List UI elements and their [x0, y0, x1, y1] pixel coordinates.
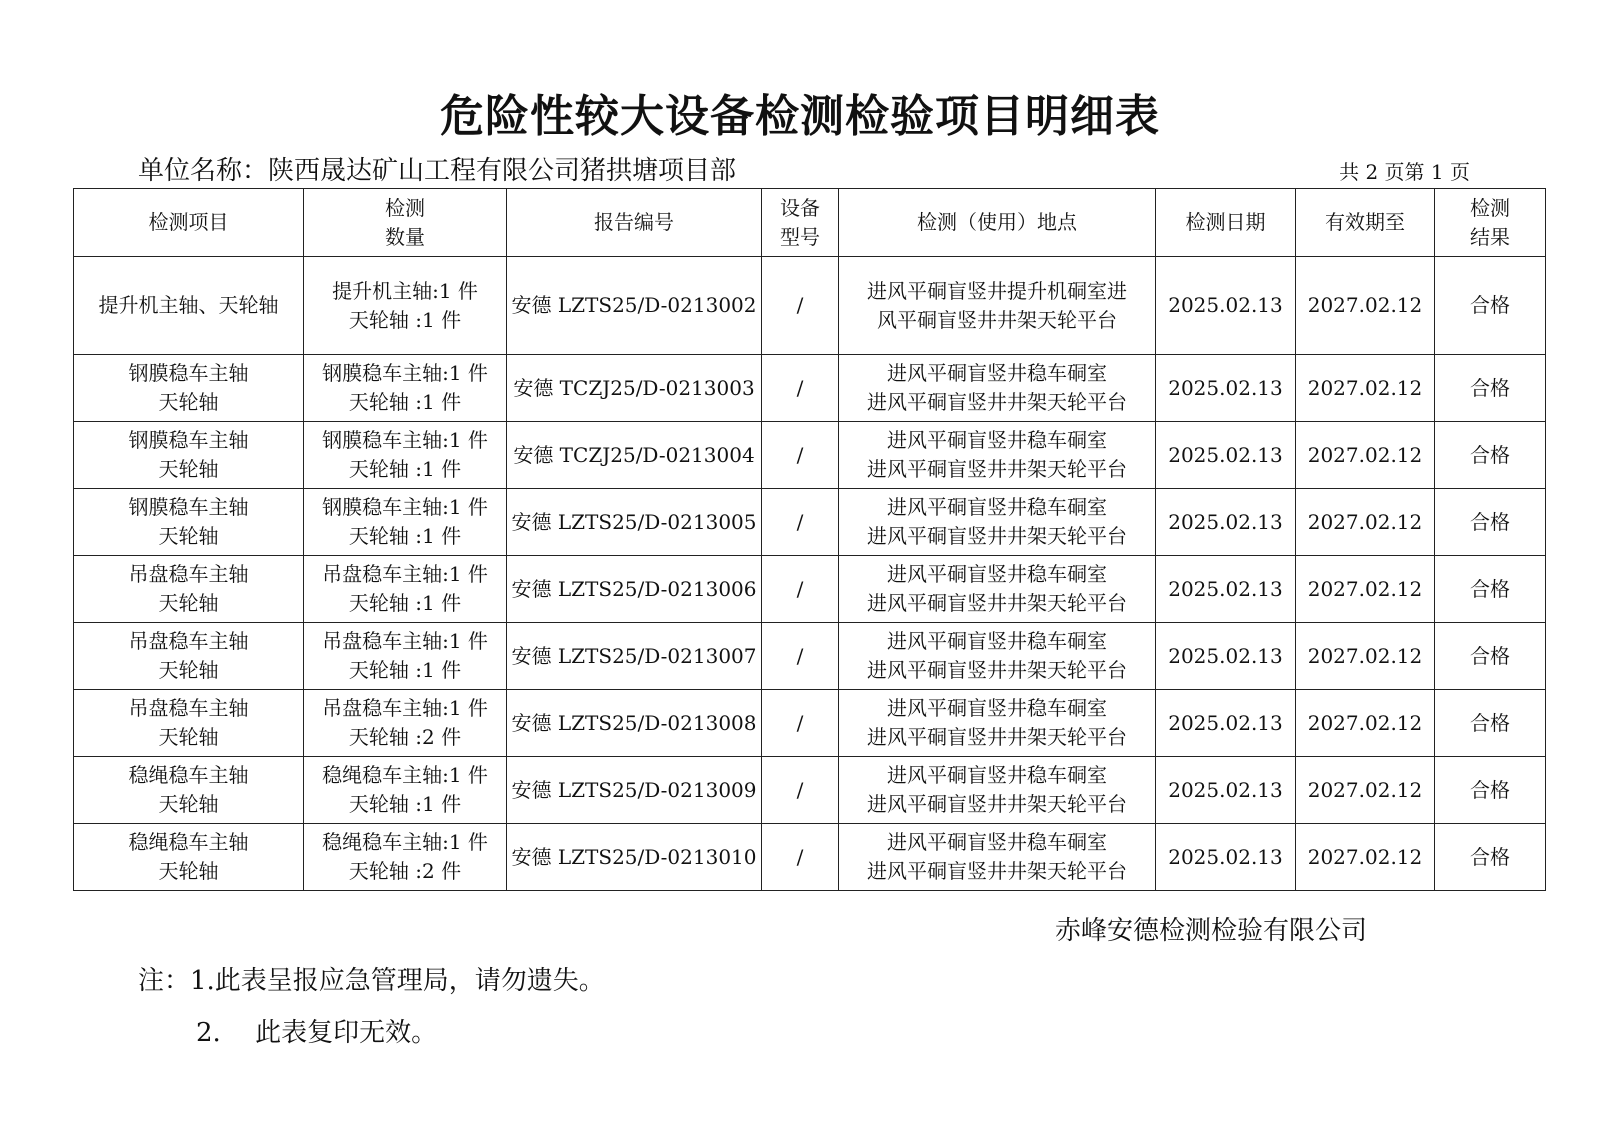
cell-quantity: 吊盘稳车主轴:1 件 天轮轴 :1 件: [304, 623, 507, 690]
cell-valid-until: 2027.02.12: [1296, 824, 1435, 891]
cell-item: 稳绳稳车主轴 天轮轴: [74, 757, 304, 824]
cell-model: /: [762, 422, 839, 489]
cell-result: 合格: [1435, 623, 1546, 690]
cell-item: 吊盘稳车主轴 天轮轴: [74, 623, 304, 690]
header-result: 检测 结果: [1435, 189, 1546, 257]
cell-model: /: [762, 355, 839, 422]
cell-date: 2025.02.13: [1156, 690, 1296, 757]
cell-result: 合格: [1435, 257, 1546, 355]
cell-model: /: [762, 690, 839, 757]
cell-result: 合格: [1435, 422, 1546, 489]
cell-quantity: 钢膜稳车主轴:1 件 天轮轴 :1 件: [304, 355, 507, 422]
note-2: 2. 此表复印无效。: [196, 1018, 438, 1048]
cell-date: 2025.02.13: [1156, 422, 1296, 489]
cell-report-number: 安德 LZTS25/D-0213006: [507, 556, 762, 623]
cell-location: 进风平硐盲竖井稳车硐室 进风平硐盲竖井井架天轮平台: [839, 824, 1156, 891]
cell-location: 进风平硐盲竖井稳车硐室 进风平硐盲竖井井架天轮平台: [839, 489, 1156, 556]
cell-quantity: 吊盘稳车主轴:1 件 天轮轴 :2 件: [304, 690, 507, 757]
cell-date: 2025.02.13: [1156, 556, 1296, 623]
cell-item: 钢膜稳车主轴 天轮轴: [74, 422, 304, 489]
cell-model: /: [762, 556, 839, 623]
cell-item: 提升机主轴、天轮轴: [74, 257, 304, 355]
cell-result: 合格: [1435, 355, 1546, 422]
company-name: 赤峰安德检测检验有限公司: [1055, 916, 1368, 946]
cell-result: 合格: [1435, 824, 1546, 891]
cell-quantity: 稳绳稳车主轴:1 件 天轮轴 :1 件: [304, 757, 507, 824]
header-row: [74, 189, 1546, 257]
cell-result: 合格: [1435, 489, 1546, 556]
cell-location: 进风平硐盲竖井提升机硐室进 风平硐盲竖井井架天轮平台: [839, 257, 1156, 355]
cell-model: /: [762, 257, 839, 355]
cell-valid-until: 2027.02.12: [1296, 257, 1435, 355]
header-model: 设备 型号: [762, 189, 839, 257]
cell-location: 进风平硐盲竖井稳车硐室 进风平硐盲竖井井架天轮平台: [839, 422, 1156, 489]
cell-model: /: [762, 824, 839, 891]
cell-quantity: 钢膜稳车主轴:1 件 天轮轴 :1 件: [304, 422, 507, 489]
cell-model: /: [762, 489, 839, 556]
cell-location: 进风平硐盲竖井稳车硐室 进风平硐盲竖井井架天轮平台: [839, 690, 1156, 757]
cell-model: /: [762, 757, 839, 824]
inspection-table: [73, 188, 1546, 891]
cell-report-number: 安德 LZTS25/D-0213002: [507, 257, 762, 355]
cell-item: 稳绳稳车主轴 天轮轴: [74, 824, 304, 891]
cell-date: 2025.02.13: [1156, 257, 1296, 355]
header-valid-until: 有效期至: [1296, 189, 1435, 257]
cell-quantity: 吊盘稳车主轴:1 件 天轮轴 :1 件: [304, 556, 507, 623]
cell-report-number: 安德 LZTS25/D-0213009: [507, 757, 762, 824]
table-row: [74, 623, 1546, 690]
unit-name: 单位名称：陕西晟达矿山工程有限公司猪拱塘项目部: [138, 156, 737, 186]
cell-valid-until: 2027.02.12: [1296, 690, 1435, 757]
cell-location: 进风平硐盲竖井稳车硐室 进风平硐盲竖井井架天轮平台: [839, 757, 1156, 824]
cell-quantity: 提升机主轴:1 件 天轮轴 :1 件: [304, 257, 507, 355]
cell-item: 吊盘稳车主轴 天轮轴: [74, 690, 304, 757]
cell-item: 钢膜稳车主轴 天轮轴: [74, 355, 304, 422]
cell-valid-until: 2027.02.12: [1296, 422, 1435, 489]
page-info: 共 2 页第 1 页: [1339, 160, 1470, 184]
table-row: [74, 422, 1546, 489]
cell-result: 合格: [1435, 690, 1546, 757]
cell-report-number: 安德 TCZJ25/D-0213004: [507, 422, 762, 489]
header-quantity: 检测 数量: [304, 189, 507, 257]
page-title: 危险性较大设备检测检验项目明细表: [440, 91, 1160, 142]
cell-location: 进风平硐盲竖井稳车硐室 进风平硐盲竖井井架天轮平台: [839, 556, 1156, 623]
cell-result: 合格: [1435, 556, 1546, 623]
table-row: [74, 690, 1546, 757]
cell-model: /: [762, 623, 839, 690]
cell-date: 2025.02.13: [1156, 824, 1296, 891]
table-row: [74, 556, 1546, 623]
header-item: 检测项目: [74, 189, 304, 257]
cell-valid-until: 2027.02.12: [1296, 623, 1435, 690]
cell-report-number: 安德 TCZJ25/D-0213003: [507, 355, 762, 422]
cell-item: 吊盘稳车主轴 天轮轴: [74, 556, 304, 623]
cell-location: 进风平硐盲竖井稳车硐室 进风平硐盲竖井井架天轮平台: [839, 623, 1156, 690]
cell-date: 2025.02.13: [1156, 757, 1296, 824]
table-row: [74, 489, 1546, 556]
table-row: [74, 355, 1546, 422]
cell-report-number: 安德 LZTS25/D-0213008: [507, 690, 762, 757]
header-report-number: 报告编号: [507, 189, 762, 257]
cell-quantity: 钢膜稳车主轴:1 件 天轮轴 :1 件: [304, 489, 507, 556]
cell-report-number: 安德 LZTS25/D-0213007: [507, 623, 762, 690]
cell-date: 2025.02.13: [1156, 489, 1296, 556]
cell-report-number: 安德 LZTS25/D-0213010: [507, 824, 762, 891]
table-row: [74, 257, 1546, 355]
table-row: [74, 824, 1546, 891]
cell-quantity: 稳绳稳车主轴:1 件 天轮轴 :2 件: [304, 824, 507, 891]
cell-item: 钢膜稳车主轴 天轮轴: [74, 489, 304, 556]
cell-date: 2025.02.13: [1156, 623, 1296, 690]
cell-result: 合格: [1435, 757, 1546, 824]
cell-valid-until: 2027.02.12: [1296, 489, 1435, 556]
cell-valid-until: 2027.02.12: [1296, 757, 1435, 824]
table-row: [74, 757, 1546, 824]
header-date: 检测日期: [1156, 189, 1296, 257]
cell-location: 进风平硐盲竖井稳车硐室 进风平硐盲竖井井架天轮平台: [839, 355, 1156, 422]
note-1: 注：1.此表呈报应急管理局，请勿遗失。: [138, 966, 605, 996]
header-location: 检测（使用）地点: [839, 189, 1156, 257]
cell-valid-until: 2027.02.12: [1296, 355, 1435, 422]
cell-date: 2025.02.13: [1156, 355, 1296, 422]
cell-valid-until: 2027.02.12: [1296, 556, 1435, 623]
cell-report-number: 安德 LZTS25/D-0213005: [507, 489, 762, 556]
